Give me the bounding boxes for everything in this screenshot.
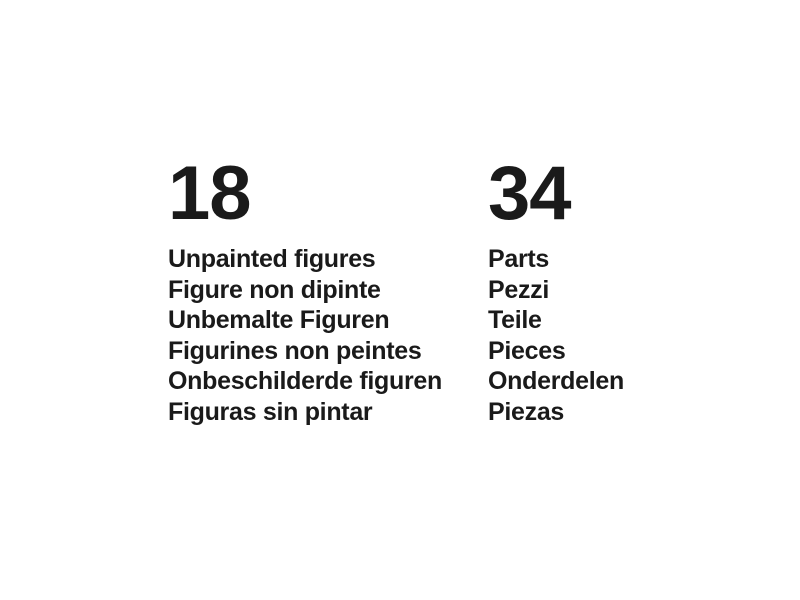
column-parts: [488, 151, 788, 427]
content-columns: [168, 151, 788, 427]
label-item: Pieces: [488, 336, 566, 365]
label-item: Unbemalte Figuren: [168, 306, 390, 335]
label-item: Onderdelen: [488, 367, 624, 396]
column-unpainted-figures: [168, 151, 488, 427]
label-item: Pezzi: [488, 275, 550, 304]
label-item: Figurines non peintes: [168, 336, 422, 365]
label-item: Figuras sin pintar: [168, 397, 373, 426]
label-list-unpainted-figures: [168, 244, 442, 427]
label-item: Onbeschilderde figuren: [168, 367, 443, 396]
label-item: Piezas: [488, 397, 565, 426]
count-parts: 34: [488, 151, 571, 236]
label-list-parts: [488, 244, 624, 427]
label-item: Figure non dipinte: [168, 275, 381, 304]
count-unpainted-figures: 18: [168, 151, 251, 236]
label-item: Unpainted figures: [168, 245, 376, 274]
label-item: Teile: [488, 306, 542, 335]
label-item: Parts: [488, 245, 550, 274]
